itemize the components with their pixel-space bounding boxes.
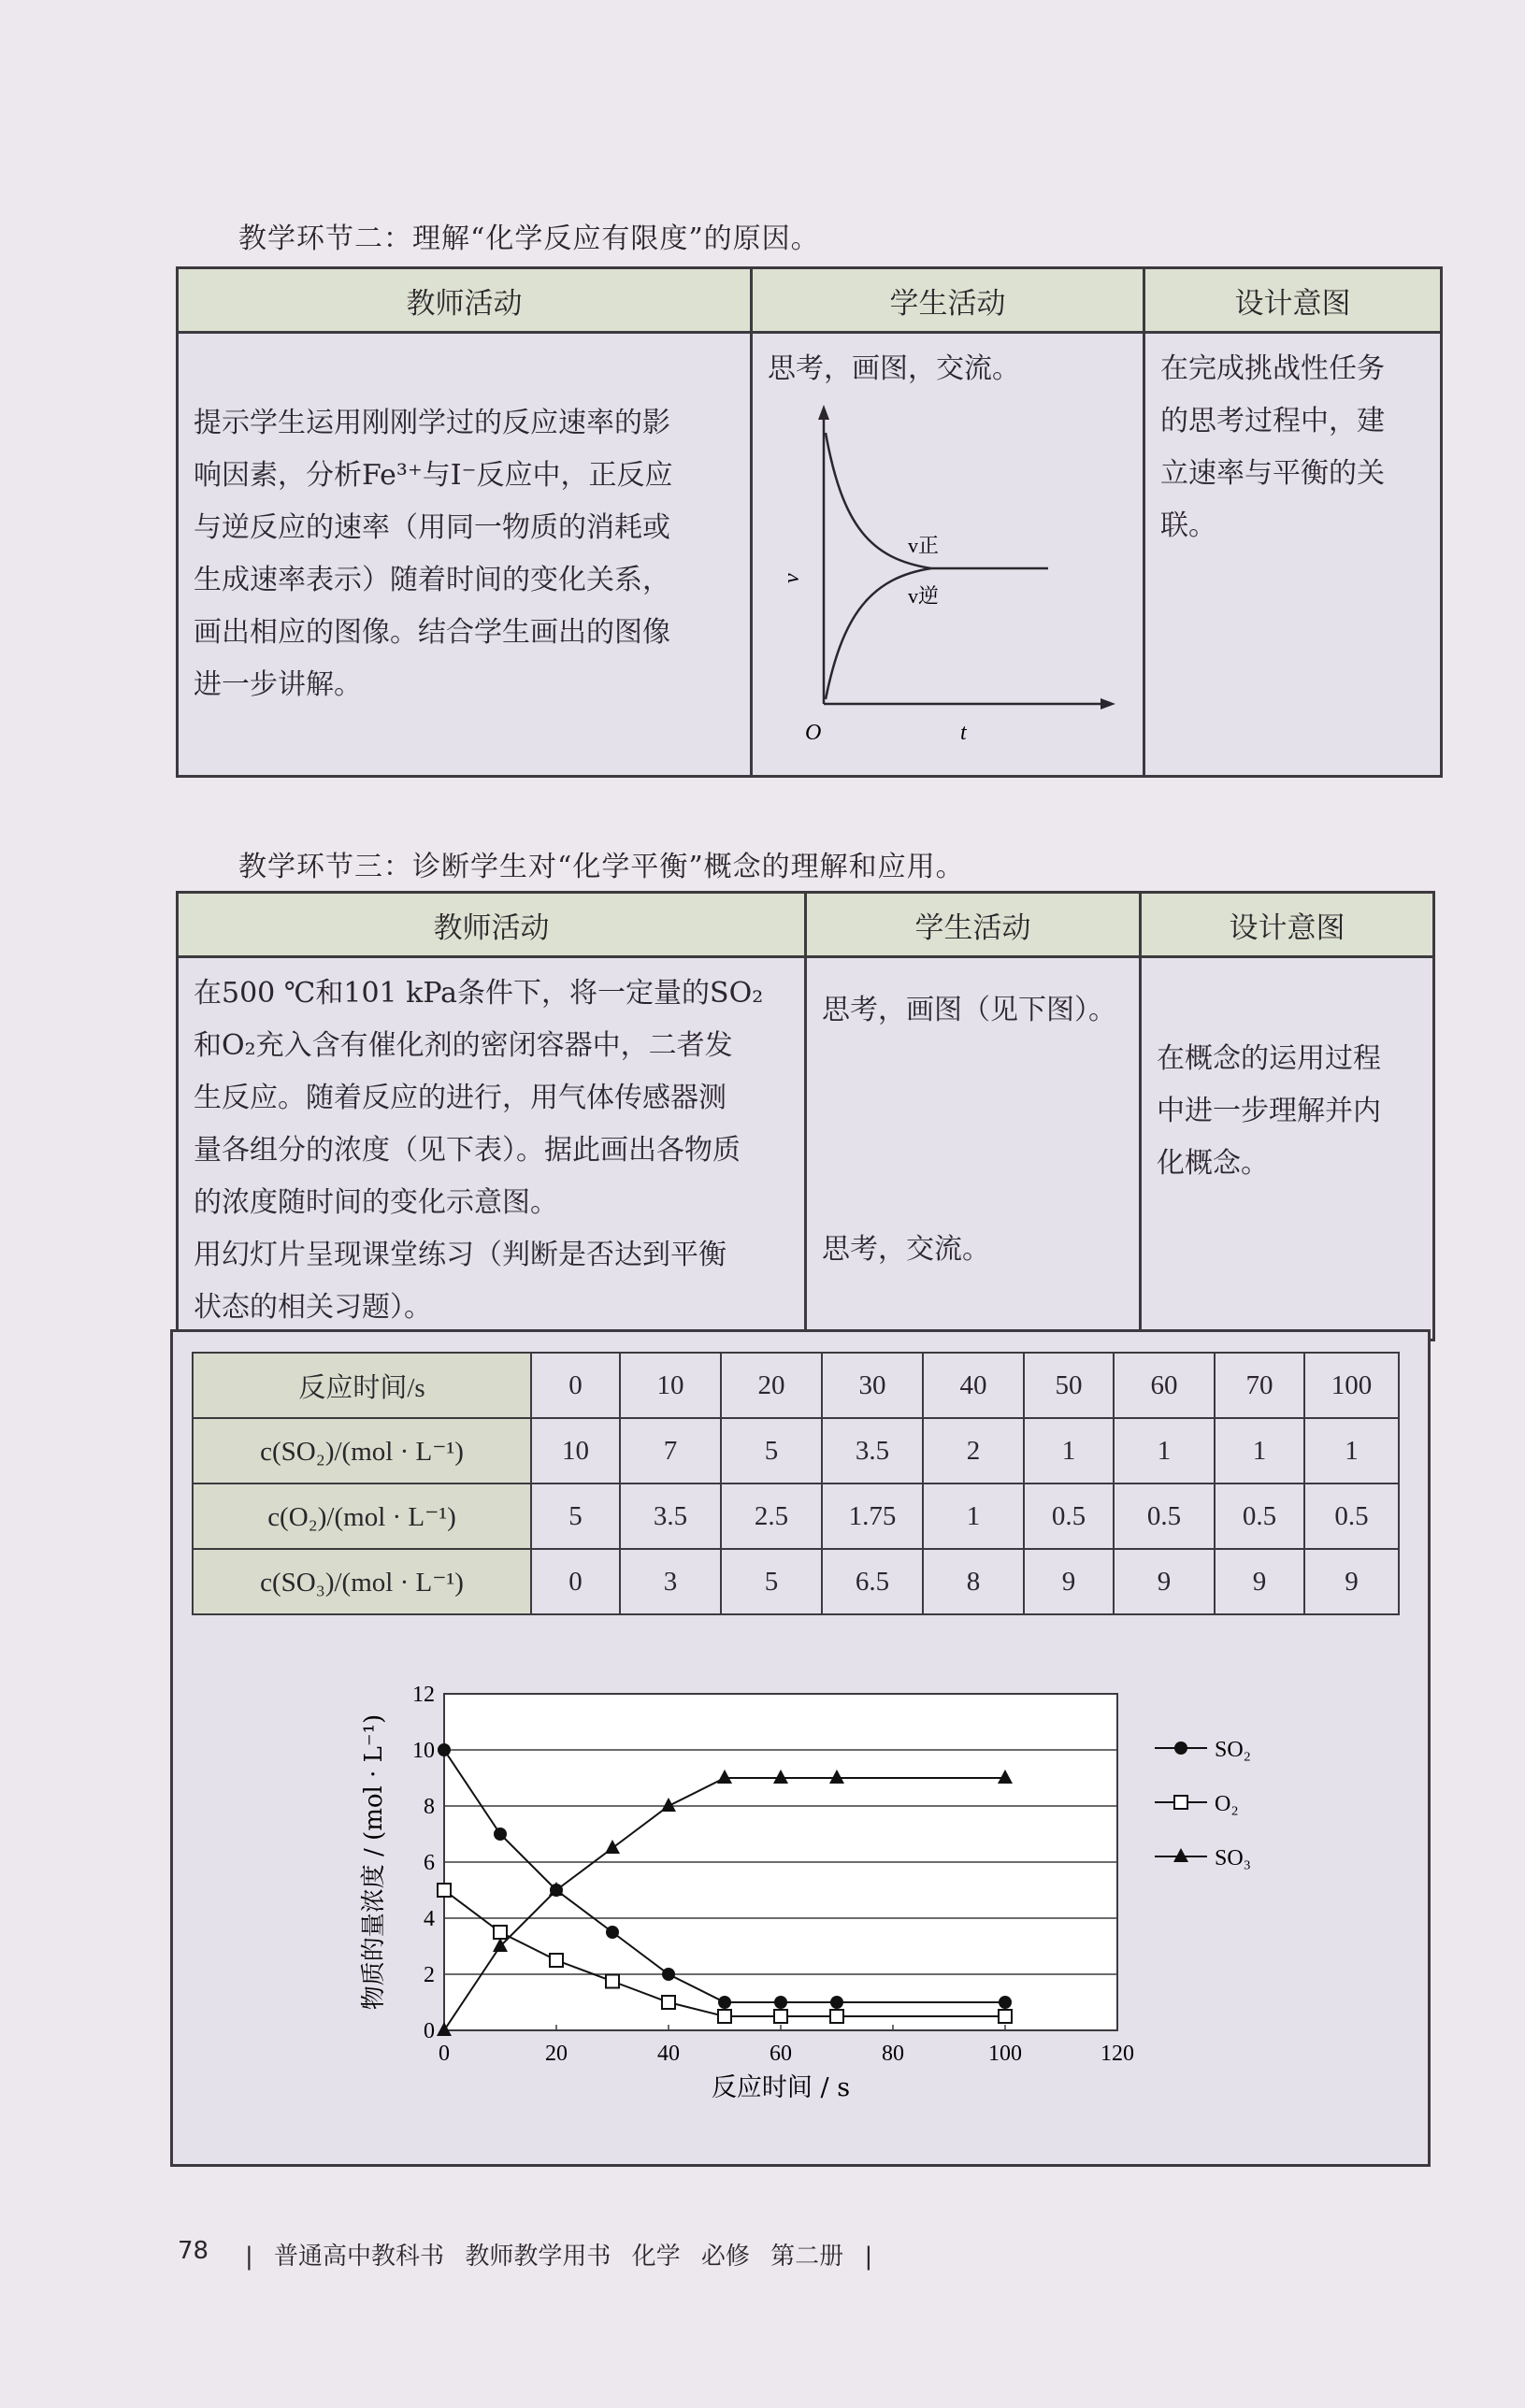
- table-cell: 1: [923, 1484, 1024, 1549]
- data-point: [718, 2010, 731, 2023]
- section3-title: 教学环节三：诊断学生对“化学平衡”概念的理解和应用。: [238, 851, 965, 883]
- table-cell: 1.75: [822, 1484, 923, 1549]
- table-cell: 3: [620, 1549, 721, 1614]
- data-point: [774, 2010, 787, 2023]
- section3-header-design: 设计意图: [1141, 893, 1434, 957]
- page-footer: | 普通高中教科书 教师教学用书 化学 必修 第二册 |: [245, 2243, 873, 2271]
- table-row-label: c(SO₃)/(mol · L⁻¹): [193, 1549, 531, 1614]
- table-cell: 1: [1024, 1418, 1114, 1484]
- table-cell: 70: [1215, 1353, 1304, 1418]
- sketch-x-arrow: [1101, 698, 1115, 710]
- data-point: [606, 1926, 619, 1939]
- chart-y-axis-label: 物质的量浓度 / (mol · L⁻¹): [360, 1713, 388, 2011]
- table-cell: 0.5: [1114, 1484, 1215, 1549]
- y-tick-label: 6: [424, 1851, 435, 1875]
- section2-student-activity: [752, 333, 1144, 777]
- sketch-y-arrow: [818, 405, 829, 420]
- section3-student-text-2: 思考，交流。: [822, 1233, 990, 1266]
- legend-marker: [1173, 1848, 1188, 1862]
- table-cell: 10: [531, 1418, 620, 1484]
- table-cell: 50: [1024, 1353, 1114, 1418]
- data-point: [830, 1996, 843, 2009]
- section2-student-text: 思考，画图，交流。: [768, 352, 1020, 385]
- table-cell: 100: [1304, 1353, 1399, 1418]
- y-tick-label: 12: [412, 1683, 435, 1707]
- data-point: [438, 1884, 451, 1897]
- page-number: 78: [178, 2237, 209, 2265]
- section3-header-teacher: 教师活动: [178, 893, 806, 957]
- table-cell: 0: [531, 1353, 620, 1418]
- table-cell: 9: [1215, 1549, 1304, 1614]
- data-point: [999, 2010, 1012, 2023]
- table-cell: 20: [721, 1353, 822, 1418]
- x-tick-label: 20: [545, 2042, 568, 2066]
- table-cell: 5: [721, 1418, 822, 1484]
- rate-time-sketch: [768, 395, 1123, 751]
- section3-student-activity: [806, 957, 1141, 1340]
- legend-label: SO₃: [1215, 1846, 1252, 1870]
- table-row: [193, 1353, 1399, 1418]
- data-point: [662, 1968, 675, 1981]
- table-row: [193, 1484, 1399, 1549]
- data-point: [550, 1954, 563, 1967]
- table-cell: 6.5: [822, 1549, 923, 1614]
- section3-teacher-activity: 在500 ℃和101 kPa条件下，将一定量的SO₂ 和O₂充入含有催化剂的密闭容器中，二者发 生反应。随着反应的进行，用气体传感器测 量各组分的浓度（见下表）。据此画出各物质 的浓度随时间的变化示意图。 用幻灯片呈现课堂练习（判断是否达到平衡 状态的相关习题）。: [178, 957, 806, 1340]
- footer-subject: 化学: [631, 2243, 681, 2271]
- x-tick-label: 60: [770, 2042, 792, 2066]
- table-row-label: 反应时间/s: [193, 1353, 531, 1418]
- table-row-label: c(SO₂)/(mol · L⁻¹): [193, 1418, 531, 1484]
- table-cell: 60: [1114, 1353, 1215, 1418]
- x-tick-label: 0: [439, 2042, 450, 2066]
- table-cell: 7: [620, 1418, 721, 1484]
- x-tick-label: 120: [1101, 2042, 1134, 2066]
- data-point: [494, 1926, 507, 1939]
- table-cell: 10: [620, 1353, 721, 1418]
- table-cell: 0.5: [1215, 1484, 1304, 1549]
- table-cell: 1: [1114, 1418, 1215, 1484]
- data-point: [662, 1996, 675, 2009]
- table-cell: 2.5: [721, 1484, 822, 1549]
- data-point: [606, 1975, 619, 1988]
- y-tick-label: 0: [424, 2019, 435, 2043]
- chart-x-axis-label: 反应时间 / s: [711, 2073, 851, 2102]
- data-point: [494, 1828, 507, 1841]
- y-tick-label: 4: [424, 1907, 435, 1931]
- table-cell: 9: [1304, 1549, 1399, 1614]
- table-cell: 9: [1024, 1549, 1114, 1614]
- concentration-chart: [355, 1673, 1384, 2113]
- section2-title: 教学环节二：理解“化学反应有限度”的原因。: [238, 222, 820, 255]
- data-point: [999, 1996, 1012, 2009]
- table-cell: 5: [721, 1549, 822, 1614]
- table-cell: 3.5: [620, 1484, 721, 1549]
- x-tick-label: 40: [657, 2042, 680, 2066]
- section3-student-text-1: 思考，画图（见下图）。: [822, 994, 1116, 1026]
- data-point: [774, 1996, 787, 2009]
- table-cell: 30: [822, 1353, 923, 1418]
- legend-marker: [1174, 1796, 1187, 1809]
- table-row-label: c(O₂)/(mol · L⁻¹): [193, 1484, 531, 1549]
- section2-teacher-activity: 提示学生运用刚刚学过的反应速率的影 响因素，分析Fe³⁺与I⁻反应中，正反应 与逆反应的速率（用同一物质的消耗或 生成速率表示）随着时间的变化关系， 画出相应的图像。结合学生画出的图像 进一步讲解。: [178, 333, 752, 777]
- table-cell: 1: [1215, 1418, 1304, 1484]
- table-cell: 0.5: [1024, 1484, 1114, 1549]
- sketch-v-forward-label: v正: [908, 534, 940, 557]
- concentration-table: [192, 1352, 1400, 1615]
- footer-volume: 第二册: [770, 2243, 844, 2271]
- data-point: [438, 1743, 451, 1756]
- section2-header-teacher: 教师活动: [178, 268, 752, 333]
- legend-marker: [1174, 1742, 1187, 1755]
- footer-level: 必修: [700, 2243, 750, 2271]
- table-cell: 0.5: [1304, 1484, 1399, 1549]
- data-point: [718, 1996, 731, 2009]
- sketch-v-reverse-label: v逆: [908, 584, 940, 608]
- table-cell: 0: [531, 1549, 620, 1614]
- table-cell: 40: [923, 1353, 1024, 1418]
- table-cell: 8: [923, 1549, 1024, 1614]
- section2-header-design: 设计意图: [1144, 268, 1442, 333]
- section2-header-student: 学生活动: [752, 268, 1144, 333]
- sketch-t-label: t: [960, 721, 967, 745]
- chart-grid: [444, 1694, 1117, 2030]
- table-cell: 9: [1114, 1549, 1215, 1614]
- section3-design-intent: 在概念的运用过程 中进一步理解并内 化概念。: [1141, 957, 1434, 1340]
- table-cell: 2: [923, 1418, 1024, 1484]
- section2-design-intent: 在完成挑战性任务 的思考过程中，建 立速率与平衡的关 联。: [1144, 333, 1442, 777]
- table-row: [193, 1549, 1399, 1614]
- table-cell: 1: [1304, 1418, 1399, 1484]
- legend-label: SO₂: [1215, 1738, 1252, 1762]
- section2-table: [176, 266, 1443, 778]
- data-point: [830, 2010, 843, 2023]
- table-row: [193, 1418, 1399, 1484]
- sketch-v-label: v: [780, 573, 804, 583]
- chart-legend: [1155, 1738, 1251, 1870]
- section3-table: [176, 891, 1435, 1341]
- table-cell: 3.5: [822, 1418, 923, 1484]
- x-tick-label: 80: [882, 2042, 904, 2066]
- table-cell: 5: [531, 1484, 620, 1549]
- y-tick-label: 8: [424, 1795, 435, 1819]
- sketch-origin-label: O: [805, 721, 822, 745]
- y-tick-label: 10: [412, 1739, 435, 1763]
- footer-book: 普通高中教科书: [274, 2243, 445, 2271]
- y-tick-label: 2: [424, 1963, 435, 1987]
- legend-label: O₂: [1215, 1792, 1239, 1816]
- footer-kind: 教师教学用书: [465, 2243, 611, 2271]
- section3-header-student: 学生活动: [806, 893, 1141, 957]
- x-tick-label: 100: [988, 2042, 1022, 2066]
